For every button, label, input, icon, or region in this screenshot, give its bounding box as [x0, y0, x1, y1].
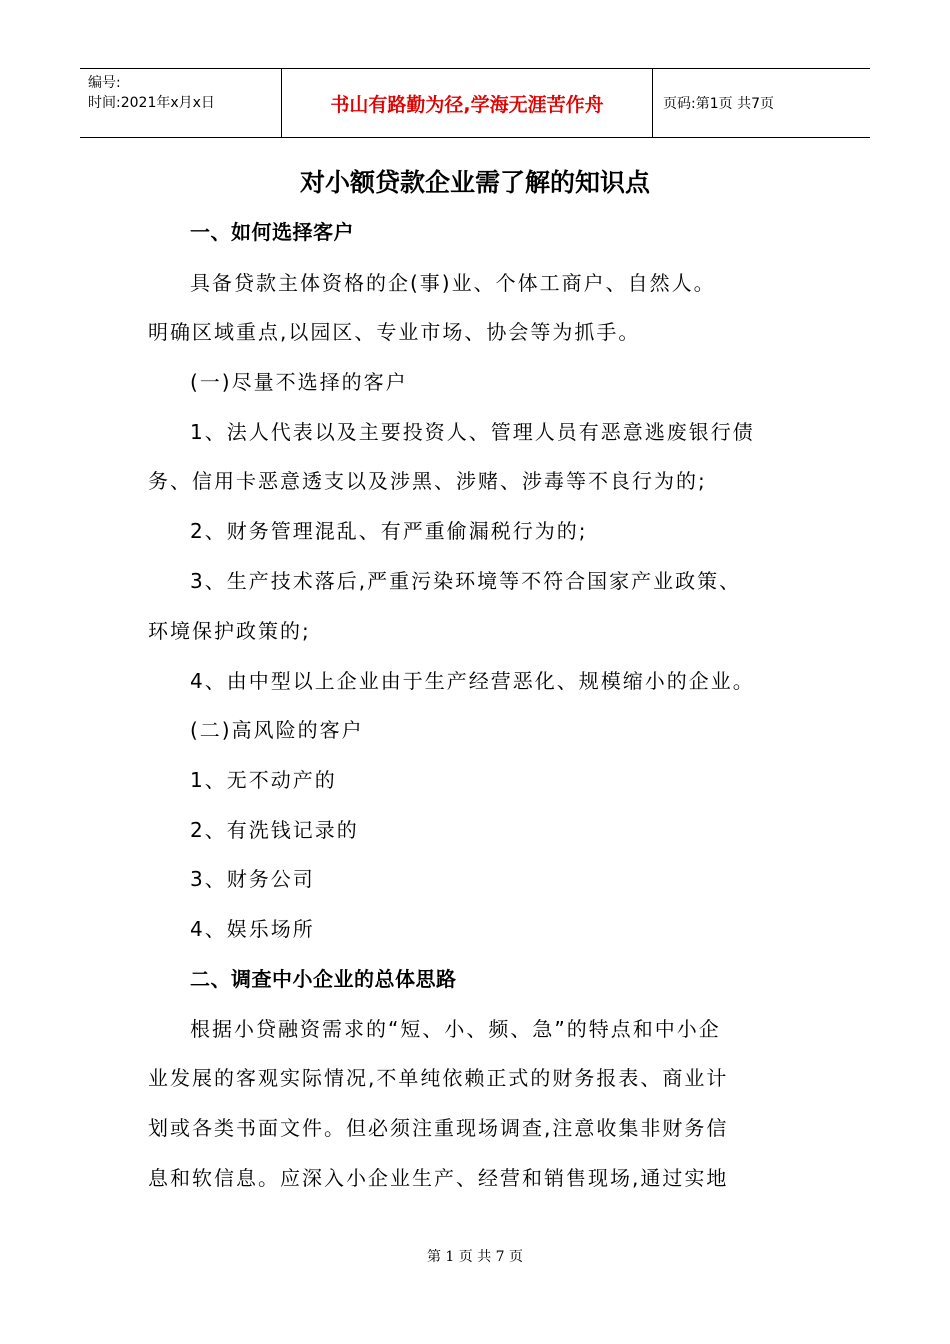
text-line: 1、无不动产的	[190, 768, 337, 792]
text-line: 3、生产技术落后,严重污染环境等不符合国家产业政策、	[190, 569, 742, 593]
section-heading-2: 二、调查中小企业的总体思路	[190, 967, 457, 991]
page-footer: 第 1 页 共 7 页	[426, 1249, 524, 1265]
text-line: 根据小贷融资需求的“短、小、频、急”的特点和中小企	[190, 1017, 721, 1041]
text-line: 3、财务公司	[190, 867, 315, 891]
text-line: 划或各类书面文件。但必须注重现场调查,注意收集非财务信	[148, 1116, 729, 1140]
text-line: 2、财务管理混乱、有严重偷漏税行为的;	[190, 519, 588, 543]
text-line: 4、娱乐场所	[190, 917, 315, 941]
text-line: 务、信用卡恶意透支以及涉黑、涉赌、涉毒等不良行为的;	[148, 469, 707, 493]
text-line: 1、法人代表以及主要投资人、管理人员有恶意逃废银行债	[190, 420, 755, 444]
text-line: 明确区域重点,以园区、专业市场、协会等为抓手。	[148, 320, 641, 344]
subheading-1: (一)尽量不选择的客户	[190, 370, 408, 394]
subheading-2: (二)高风险的客户	[190, 718, 364, 742]
document-header	[80, 68, 870, 138]
document-title: 对小额贷款企业需了解的知识点	[299, 168, 650, 197]
time-label: 时间:2021年x月x日	[88, 95, 215, 111]
text-line: 业发展的客观实际情况,不单纯依赖正式的财务报表、商业计	[148, 1066, 729, 1090]
text-line: 具备贷款主体资格的企(事)业、个体工商户、自然人。	[190, 271, 716, 295]
number-label: 编号:	[88, 75, 121, 91]
section-heading-1: 一、如何选择客户	[190, 220, 354, 244]
text-line: 息和软信息。应深入小企业生产、经营和销售现场,通过实地	[148, 1166, 729, 1190]
text-line: 2、有洗钱记录的	[190, 818, 359, 842]
header-motto: 书山有路勤为径,学海无涯苦作舟	[282, 69, 653, 137]
text-line: 4、由中型以上企业由于生产经营恶化、规模缩小的企业。	[190, 669, 755, 693]
text-line: 环境保护政策的;	[148, 619, 311, 643]
header-page-info: 页码:第1页 共7页	[663, 96, 774, 112]
header-meta	[80, 69, 282, 137]
